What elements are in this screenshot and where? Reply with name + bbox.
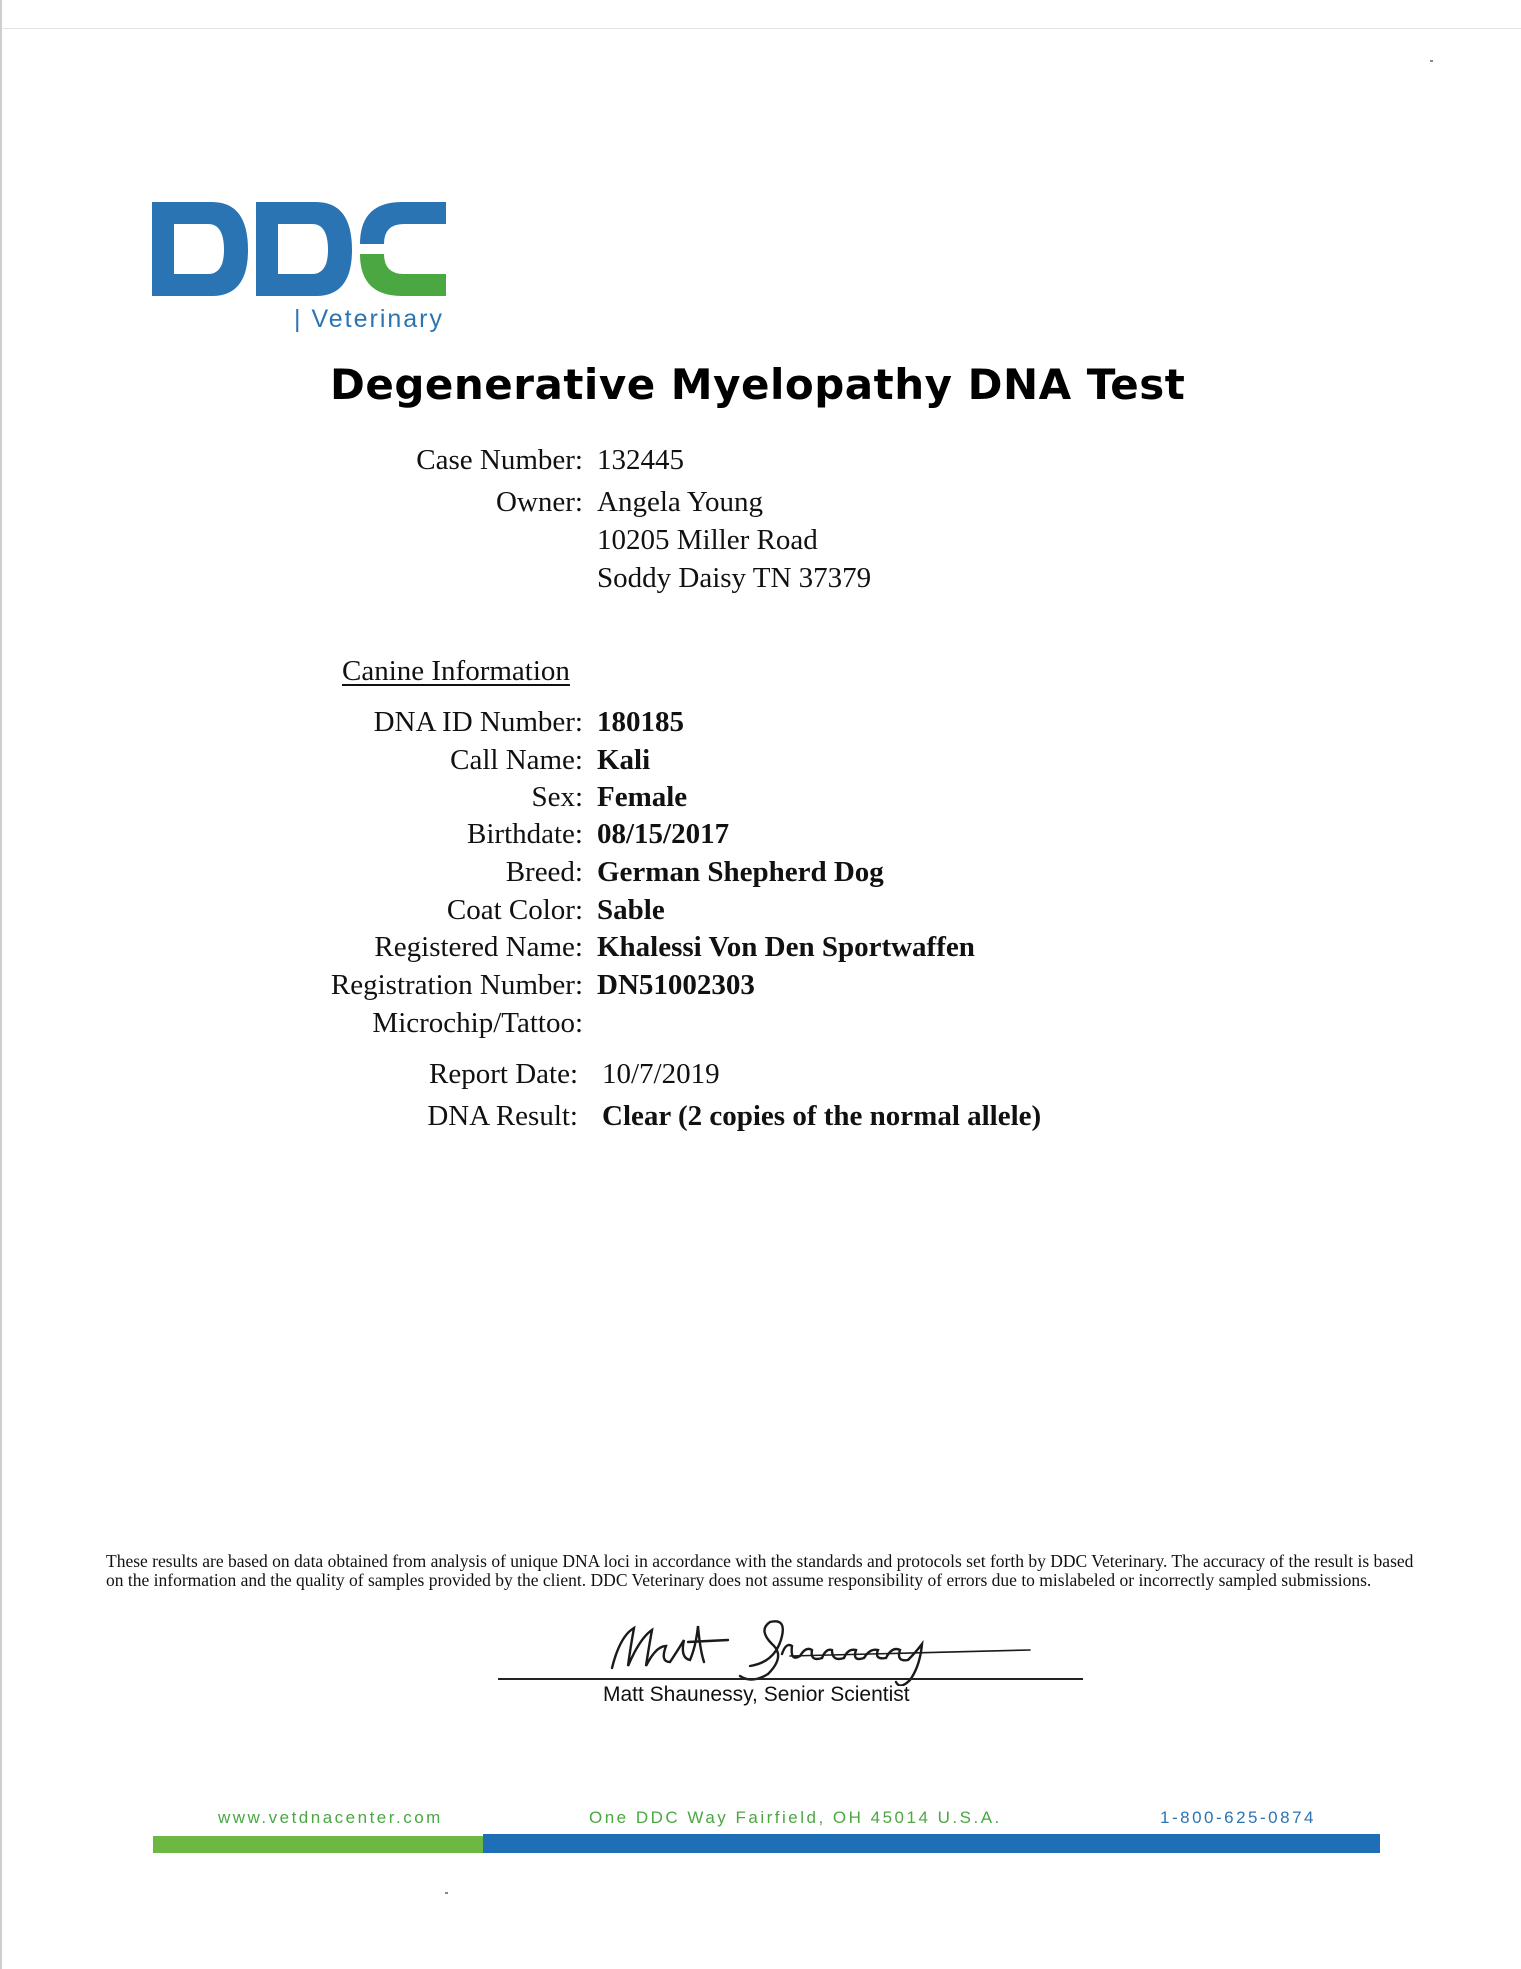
canine-field-row	[0, 706, 1521, 746]
signature-image	[600, 1606, 1040, 1686]
case-number-label: Case Number:	[416, 444, 583, 476]
signature-line	[498, 1678, 1083, 1680]
canine-field-row	[0, 818, 1521, 858]
footer-website: www.vetdnacenter.com	[218, 1808, 443, 1827]
signer-name: Matt Shaunessy, Senior Scientist	[603, 1683, 910, 1706]
canine-field-row	[0, 969, 1521, 1009]
scan-speck	[1430, 60, 1433, 62]
field-value: 180185	[597, 706, 684, 738]
logo-letter-c-bottom	[360, 254, 446, 296]
dna-result-row	[0, 1100, 1521, 1140]
owner-address-line2: Soddy Daisy TN 37379	[597, 562, 872, 594]
field-value: Female	[597, 781, 688, 813]
report-date-label: Report Date:	[429, 1058, 578, 1090]
logo-subtitle: | Veterinary	[294, 305, 445, 333]
footer-bar-green	[153, 1836, 483, 1853]
logo-letter-c-top	[360, 202, 446, 244]
field-label: Birthdate:	[467, 818, 583, 850]
field-value: Kali	[597, 744, 651, 776]
dna-result-label: DNA Result:	[427, 1100, 578, 1132]
owner-name: Angela Young	[597, 486, 763, 518]
disclaimer-text: These results are based on data obtained from analysis of unique DNA loci in accordance with the standards and protocols set forth by DDC Veterinary. The accuracy of the result is based on the information and the quality of samples provided by the client. DDC Veterinary does not assume responsibility of errors due to mislabeled or incorrectly sampled submissions.	[106, 1551, 1414, 1590]
field-label: Call Name:	[450, 744, 583, 776]
dna-result-value: Clear (2 copies of the normal allele)	[602, 1100, 1042, 1132]
owner-address-line2-row	[0, 562, 1521, 602]
footer-phone: 1-800-625-0874	[1160, 1808, 1316, 1827]
field-value: German Shepherd Dog	[597, 856, 884, 888]
logo-letter-d2	[256, 202, 352, 296]
field-label: Registration Number:	[330, 969, 583, 1001]
owner-row	[0, 486, 1521, 526]
logo-letter-d1	[152, 202, 248, 296]
footer-address: One DDC Way Fairfield, OH 45014 U.S.A.	[589, 1808, 1002, 1827]
canine-field-row	[0, 894, 1521, 934]
owner-label: Owner:	[496, 486, 583, 518]
footer-bar-blue	[483, 1834, 1380, 1853]
field-label: Microchip/Tattoo:	[372, 1007, 583, 1039]
page-title: Degenerative Myelopathy DNA Test	[330, 360, 1186, 409]
owner-address-line1: 10205 Miller Road	[597, 524, 818, 556]
report-date-row	[0, 1058, 1521, 1098]
scan-speck	[445, 1892, 448, 1894]
case-number-value: 132445	[597, 444, 684, 476]
field-label: Coat Color:	[446, 894, 583, 926]
case-number-row	[0, 444, 1521, 484]
canine-field-row	[0, 931, 1521, 971]
report-date-value: 10/7/2019	[602, 1058, 720, 1090]
field-label: Registered Name:	[374, 931, 583, 963]
owner-address-line1-row	[0, 524, 1521, 564]
field-label: Sex:	[531, 781, 583, 813]
canine-field-row	[0, 744, 1521, 784]
field-value: Sable	[597, 894, 665, 926]
canine-field-row	[0, 856, 1521, 896]
field-value: DN51002303	[597, 969, 755, 1001]
field-value: Khalessi Von Den Sportwaffen	[597, 931, 975, 963]
field-value: 08/15/2017	[597, 818, 730, 850]
field-label: Breed:	[505, 856, 583, 888]
canine-field-row	[0, 1007, 1521, 1047]
scan-edge-top	[0, 28, 1521, 29]
canine-field-row	[0, 781, 1521, 821]
field-label: DNA ID Number:	[373, 706, 583, 738]
canine-info-heading: Canine Information	[342, 655, 570, 687]
